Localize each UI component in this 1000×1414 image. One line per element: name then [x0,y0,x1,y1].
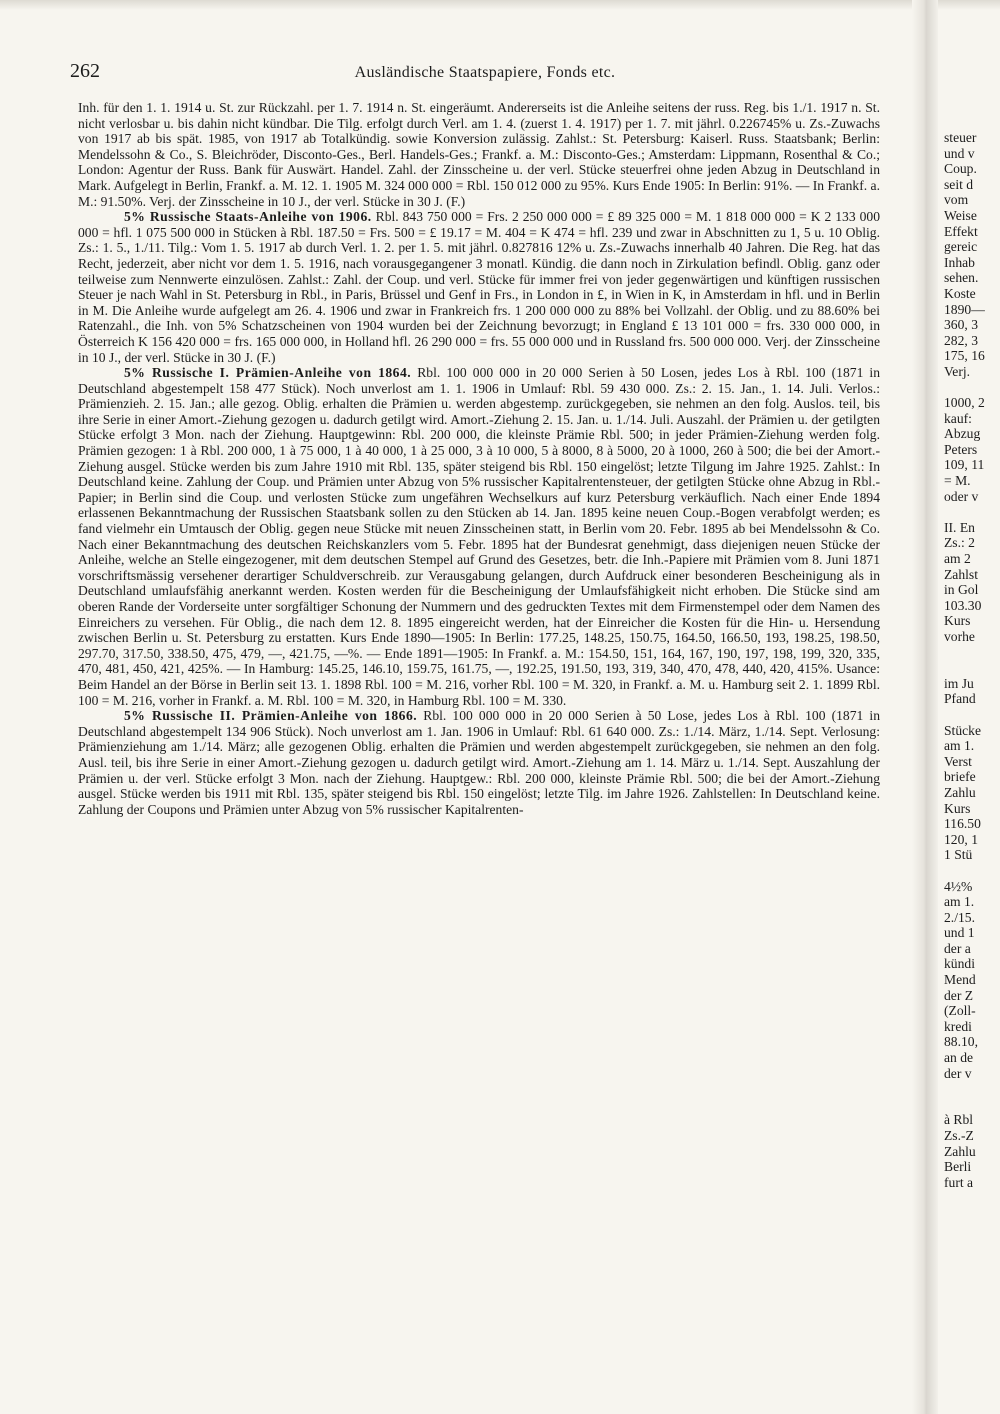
section-body: Rbl. 843 750 000 = Frs. 2 250 000 000 = £ 89 325 000 = M. 1 818 000 000 = K 2 133 000 000 = hfl. 1 075 500 000 in Stücken à Rbl. 187.50 = Frs. 500 = £ 19.17 = M. 404 = K 474 = hfl. 239 und zwar in Abschnitten zu 1, 5 u. 10 Oblig. Zs.: 1. 5., 1./11. Tilg.: Vom 1. 5. 1917 ab durch Verl. 1. 2. per 1. 5. mit jährl. 0.827816 12% u. Zs.-Zuwachs innerhalb 40 Jahren. Die Reg. hat das Recht, jederzeit, aber nicht vor dem 1. 5. 1916, nach vorausgegangener 3 monatl. Kündig. die dann noch in Zirkulation befindl. Oblig. ganz oder teilweise zum Nennwerte einzulösen. Zahlst.: Zahl. der Coup. und verl. Stücke für immer frei von jeder gegenwärtigen und künftigen russischen Steuer je nach Wahl in St. Petersburg in Rbl., in Paris, Brüssel und Genf in Frs., in London in £, in Wien in K, in Amsterdam in hfl. und in Berlin in M. Die Anleihe wurde aufgelegt am 26. 4. 1906 und zwar in Frankreich frs. 1 200 000 000 zu 88% bei Vollzahl. der Oblig. und zu 88.60% bei Ratenzahl., die Inh. von 5% Schatzscheinen von 1904 wurden bei der Zeichnung bevorzugt; in England £ 13 101 000 = frs. 330 000 000, in Österreich K 156 420 000 = frs. 165 000 000, in Holland hfl. 26 290 000 = frs. 55 000 000 und in Russland frs. 500 000 000. Verj. der Zinsscheine in 10 J., der verl. Stücke in 30 J. (F.) [78,209,880,365]
fragment-line: am 1. [944,894,975,910]
fragment-line: furt a [944,1174,974,1190]
fragment-line: Zs.-Z [944,1128,974,1143]
fragment-line: an de [944,1050,974,1066]
fragment-line: Verj. [944,363,971,379]
fragment-line: am 1. [944,738,975,754]
fragment-line: sehen. [944,270,979,286]
fragment-line: Weise [944,207,977,223]
fragment-line: am 2 [944,551,971,567]
fragment-line: 1000, 2 [944,395,985,411]
fragment-line [944,660,1000,676]
fragment-line [944,863,1000,879]
fragment-line: und 1 [944,925,975,941]
fragment-line: Inhab [944,254,975,270]
fragment-line: kauf: [944,410,972,426]
section-body: Rbl. 100 000 000 in 20 000 Serien à 50 Lose, jedes Los à Rbl. 100 (1871 in Deutschland abgestempelt 134 906 Stück). Noch unverlost am 1. Jan. 1906 in Umlauf: Rbl. 61 640 000. Zs.: 1./14. März, 1./14. Sept. Verlosung: Prämienziehung am 1./14. März; alle gezogenen Oblig. erhalten die Prämien und werden abgestempelt zurückgegeben, sie nehmen an den folg. Ausl. teil, bis ihre Serie in einer Amort.-Ziehung gezogen u. dadurch getilgt wird. Amort.-Ziehung am 1. 14. März u. 1./14. Sept. Auszahlung der Prämien u. der verl. Stücke erfolgt 3 Mon. nach der Ziehung. Hauptgew.: Rbl. 200 000, kleinste Prämie Rbl. 500; die bei der Amort.-Ziehung ausgel. Stücke werden bis 1911 mit Rbl. 135, später steigend bis Rbl. 150 eingelöst; letzte Tilg. im Jahre 1926. Zahlstellen: In Deutschland keine. Zahlung der Coupons und Prämien unter Abzug von 5% russischer Kapitalrenten- [78,708,880,817]
fragment-line: kündi [944,956,975,972]
section-heading: 5% Russische II. Prämien-Anleihe von 1866. [124,708,418,724]
fragment-line: kredi [944,1018,972,1034]
fragment-line: 1 Stü [944,847,973,863]
fragment-line: briefe [944,769,976,785]
fragment-line: gereic [944,239,978,255]
fragment-line: Kurs [944,800,971,816]
scan-edge [0,0,1000,10]
section-heading: 5% Russische Staats-Anleihe von 1906. [124,209,372,225]
fragment-line: der Z [944,987,974,1003]
fragment-line: Kurs [944,613,971,629]
fragment-line: vorhe [944,629,975,644]
fragment-line: (Zoll- [944,1003,976,1019]
fragment-line: 116.50 [944,816,981,832]
fragment-line: im Ju [944,675,974,691]
fragment-line: steuer [944,130,977,145]
fragment-line [944,645,1000,661]
fragment-line: 103.30 [944,597,982,613]
fragment-line: Berli [944,1159,972,1175]
fragment-line [944,707,1000,723]
section-body: Rbl. 100 000 000 in 20 000 Serien à 50 Losen, jedes Los à Rbl. 100 (1871 in Deutschland abgestempelt 158 477 Stück). Noch unverlost am 1. 1. 1906 in Umlauf: Rbl. 59 430 000. Zs.: 2. 15. Jan., 1. 14. Juli. Verlos.: Prämienzieh. 2. 15. Jan.; alle gezog. Oblig. erhalten die Prämien u. werden abgestemp. zurückgegeben, sie nehmen an den folg. Auslos. teil, bis ihre Serie in einer Amort.-Ziehung gezogen u. dadurch getilgt wird. Amort.-Ziehung 2. 15. Jan. u. 1./14. Juli. Auszahl. der Prämien u. der getilgten Stücke erfolgt 3 Mon. nach der Ziehung. Hauptgewinn: Rbl. 200 000, die kleinste Prämie Rbl. 500; in jeder Prämien-Ziehung werden folg. Prämien gezogen: 1 à Rbl. 200 000, 1 à 75 000, 1 à 40 000, 1 à 25 000, 3 à 10 000, 5 à 8000, 8 à 5000, 20 à 1000, 260 à 500; die bei der Amort.-Ziehung ausgel. Stücke werden bis zum Jahre 1910 mit Rbl. 135, später steigend bis Rbl. 150 eingelöst; letzte Tilgung im Jahre 1925. Zahlst.: In Deutschland keine. Zahlung der Coup. und Prämien unter Abzug von 5% russischer Kapitalrentensteuer, der getilgten Stücke ohne Abzug in Rbl.-Papier; in Berlin sind die Coup. und verlosten Stücke zum ungefähren Wechselkurs auf kurz Petersburg verkäuflich. Nach einer Ende 1894 erlassenen Bekanntmachung der Russischen Staatsbank sollen zu den Stücken ab 14. Jan. 1895 keine neuen Coup.-Bogen verabfolgt werden; es fand vielmehr ein Umtausch der Oblig. gegen neue Stücke mit neuen Zinsscheinen statt, in Berlin vom 20. Febr. 1895 ab bei Mendelssohn & Co. Nach einer Bekanntmachung des deutschen Reichskanzlers vom 5. Febr. 1895 hat der Bundesrat genehmigt, dass diejenigen neuen Stücke der Anleihe, welche an Stelle eingezogener, mit dem deutschen Stempel auf Grund des Gesetzes, betr. die Inh.-Papiere mit Prämien vom 8. Juni 1871 vorschriftsmässig versehener derartiger Schuldverschreib. zur Verausgabung gelangen, durch Aufdruck einer besonderen Bescheinigung als in Deutschland umlaufsfähig anerkannt werden. Kosten werden für die Bescheinigung der Umlaufsfähigkeit nicht erhoben. Die Stücke sind am oberen Rande der Vorderseite unter sorgfältiger Schonung der Nummern und des gedruckten Textes mit dem Firmenstempel oder dem Namen des Einreichers zu versehen. Für Oblig., die nach dem 12. 8. 1895 eingereicht werden, hat der Einreicher die Kosten für die Hin- u. Hersendung zwischen Berlin u. St. Petersburg zu erstatten. Kurs Ende 1890—1905: In Berlin: 177.25, 148.25, 150.75, 164.50, 166.50, 193, 198.25, 198.50, 297.70, 317.50, 338.50, 475, 479, —, 421.75, —%. — Ende 1891—1905: In Frankf. a. M.: 154.50, 151, 164, 167, 190, 197, 198, 199, 320, 335, 470, 481, 450, 421, 425%. — In Hamburg: 145.25, 146.10, 159.75, 161.75, —, 192.25, 191.50, 193, 319, 340, 470, 478, 440, 420, 415%. Usance: Beim Handel an der Börse in Berlin seit 13. 1. 1898 Rbl. 100 = M. 216, vorher Rbl. 100 = M. 320, in Frankf. a. M. u. Hamburg seit 2. 1. 1899 Rbl. 100 = M. 216, vorher in Frankf. a. M. Rbl. 100 = M. 320, in Hamburg Rbl. 100 = M. 330. [78,365,880,708]
fragment-line: Stücke [944,722,981,738]
fragment-line: 120, 1 [944,831,978,847]
fragment-line: Verst [944,753,972,769]
fragment-line: 88.10, [944,1034,978,1050]
fragment-line: Effekt [944,223,978,239]
section-heading: 5% Russische I. Prämien-Anleihe von 1864. [124,365,412,381]
section-praemien-anleihe-1866 [78,708,880,817]
main-text-column [78,100,880,817]
fragment-line: Zahlst [944,566,978,582]
fragment-line: 2./15. [944,909,975,925]
fragment-line: 1890— [944,301,985,317]
book-gutter [912,0,938,1414]
fragment-line: II. En [944,519,975,535]
fragment-line [944,380,1000,396]
fragment-line [944,1097,1000,1113]
page-header [70,60,900,90]
fragment-line: 282, 3 [944,332,978,348]
fragment-line: der a [944,940,971,956]
fragment-line: in Gol [944,582,979,598]
fragment-line: Zahlu [944,1143,976,1159]
running-title: Ausländische Staatspapiere, Fonds etc. [354,64,616,81]
fragment-line [944,1081,1000,1097]
fragment-line: à Rbl [944,1112,974,1128]
fragment-line: Peters [944,441,978,457]
fragment-line: 4½% [944,878,973,894]
fragment-line: 175, 16 [944,348,985,364]
fragment-line: vom [944,192,969,208]
fragment-line: Zs.: 2 [944,535,975,551]
fragment-line: 109, 11 [944,457,985,473]
fragment-line: seit d [944,176,974,192]
fragment-line: Abzug [944,426,981,442]
section-praemien-anleihe-1864 [78,365,880,708]
fragment-line: = M. [944,473,971,489]
adjacent-page-fragments [944,130,1000,1190]
fragment-line [944,504,1000,520]
page-number: 262 [70,60,100,82]
fragment-line: und v [944,145,975,161]
fragment-line: Zahlu [944,784,976,800]
fragment-line: Pfand [944,691,976,707]
fragment-line: 360, 3 [944,317,978,333]
fragment-line: Coup. [944,161,977,177]
section-staats-anleihe-1906 [78,209,880,365]
intro-paragraph: Inh. für den 1. 1. 1914 u. St. zur Rückzahl. per 1. 7. 1914 n. St. eingeräumt. Andererseits ist die Anleihe seitens der russ. Reg. bis 1./1. 1917 n. St. nicht verlosbar u. bis dahin nicht kündbar. Die Tilg. erfolgt durch Verl. am 1. 4. (zuerst 1. 4. 1917) per 1. 7. mit jährl. 0.226745% u. Zs.-Zuwachs von 1917 ab bis spät. 1985, von 1917 ab Totalkündig. sowie Konversion zulässig. Zahlst.: St. Petersburg: Kaiserl. Russ. Staatsbank; Berlin: Mendelssohn & Co., S. Bleichröder, Disconto-Ges., Berl. Handels-Ges.; Frankf. a. M.: Disconto-Ges.; Amsterdam: Lippmann, Rosenthal & Co.; London: Agentur der Russ. Bank für Auswärt. Handel. Zahl. der Zinsscheine u. der verl. Stücke steuerfrei ohne jeden Abzug in Deutschland in Mark. Aufgelegt in Berlin, Frankf. a. M. 12. 1. 1905 M. 324 000 000 = Rbl. 150 012 000 zu 95%. Kurs Ende 1905: In Berlin: 91%. — In Frankf. a. M.: 91.50%. Verj. der Zinsscheine in 10 J., der verl. Stücke in 30 J. (F.) [78,100,880,209]
fragment-line: der v [944,1065,972,1081]
fragment-line: Mend [944,972,976,988]
fragment-line: Koste [944,285,976,301]
fragment-line: oder v [944,488,979,504]
